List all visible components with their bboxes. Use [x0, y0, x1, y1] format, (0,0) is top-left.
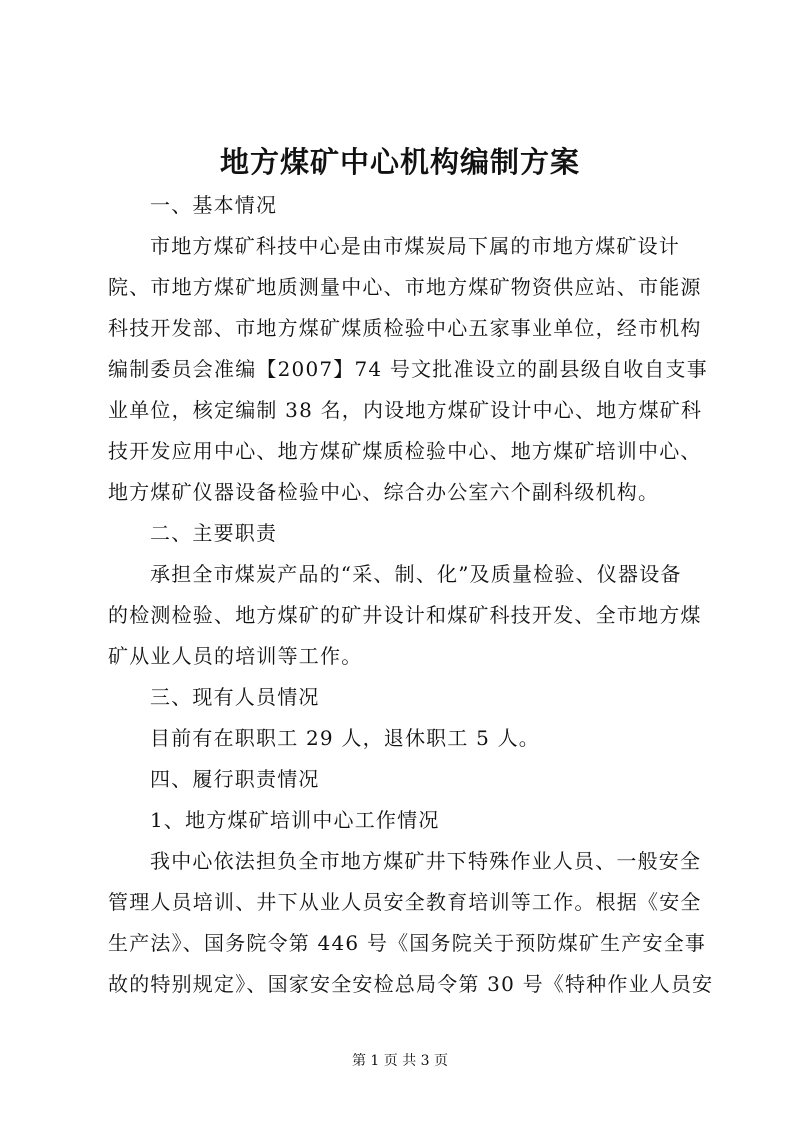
document-body [108, 185, 714, 1005]
section-heading-staff: 三、现有人员情况 [150, 685, 320, 709]
paragraph-line: 承担全市煤炭产品的“采、制、化”及质量检验、仪器设备 [150, 562, 682, 586]
paragraph-line: 目前有在职职工 29 人，退休职工 5 人。 [150, 726, 541, 750]
paragraph-line: 管理人员培训、井下从业人员安全教育培训等工作。根据《安全 [108, 890, 702, 914]
subsection-heading-training-center: 1、地方煤矿培训中心工作情况 [150, 808, 440, 832]
paragraph-line: 市地方煤矿科技中心是由市煤炭局下属的市地方煤矿设计 [150, 234, 680, 258]
paragraph-line: 的检测检验、地方煤矿的矿井设计和煤矿科技开发、全市地方煤 [108, 603, 702, 627]
paragraph-line: 编制委员会准编【2007】74 号文批准设立的副县级自收自支事 [108, 357, 708, 381]
paragraph-line: 地方煤矿仪器设备检验中心、综合办公室六个副科级机构。 [108, 480, 660, 504]
paragraph-line: 院、市地方煤矿地质测量中心、市地方煤矿物资供应站、市能源 [108, 275, 702, 299]
paragraph-line: 技开发应用中心、地方煤矿煤质检验中心、地方煤矿培训中心、 [108, 439, 702, 463]
section-heading-main-duties: 二、主要职责 [150, 521, 278, 545]
paragraph-line: 业单位，核定编制 38 名，内设地方煤矿设计中心、地方煤矿科 [108, 398, 703, 422]
paragraph-line: 矿从业人员的培训等工作。 [108, 644, 363, 668]
section-heading-duties-performance: 四、履行职责情况 [150, 767, 320, 791]
paragraph-line: 生产法》、国务院令第 446 号《国务院关于预防煤矿生产安全事 [108, 931, 707, 955]
paragraph-line: 故的特别规定》、国家安全安检总局令第 30 号《特种作业人员安 [108, 972, 714, 996]
page-footer: 第 1 页 共 3 页 [351, 1053, 449, 1069]
section-heading-basic-info: 一、基本情况 [150, 193, 278, 217]
document-title: 地方煤矿中心机构编制方案 [219, 145, 580, 179]
paragraph-line: 我中心依法担负全市地方煤矿井下特殊作业人员、一般安全 [150, 849, 702, 873]
paragraph-line: 科技开发部、市地方煤矿煤质检验中心五家事业单位，经市机构 [108, 316, 702, 340]
